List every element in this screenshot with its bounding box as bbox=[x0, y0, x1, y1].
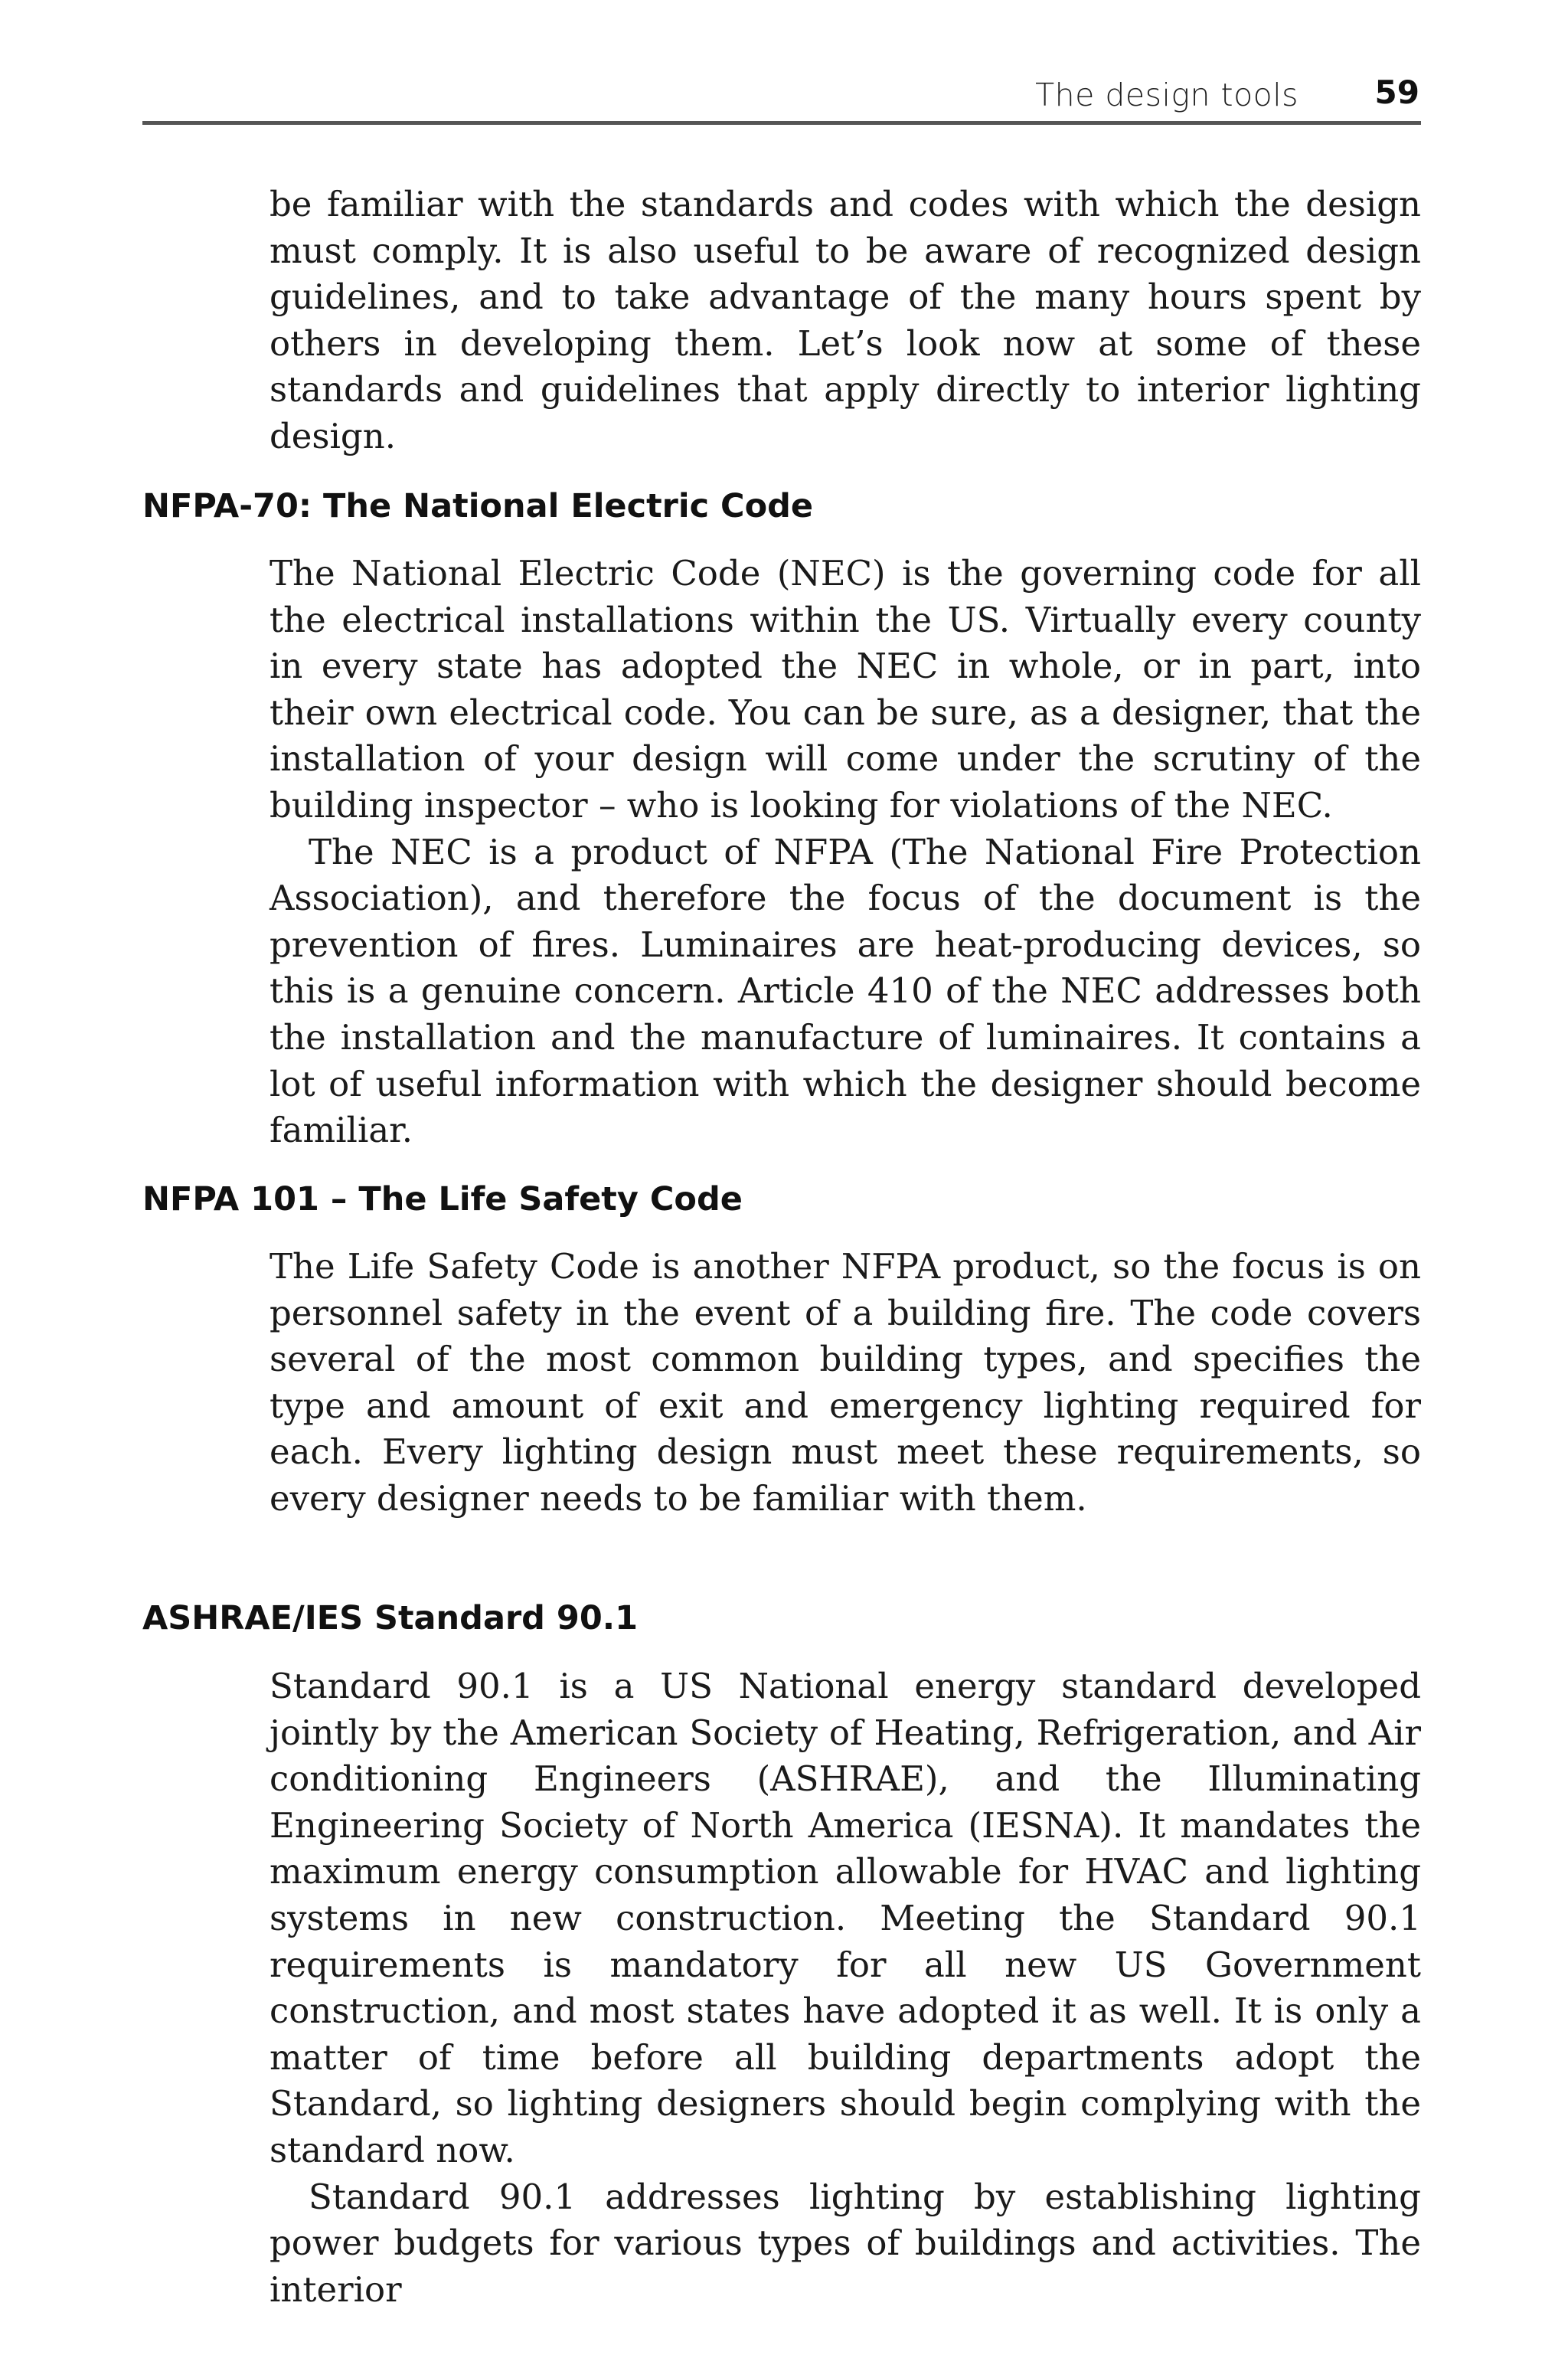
section-body-nfpa-70 bbox=[270, 551, 1421, 1154]
section-heading-nfpa-70: NFPA-70: The National Electric Code bbox=[142, 487, 814, 525]
section-paragraph: The Life Safety Code is another NFPA product, so the focus is on personnel safety in the event of a building fire. The code covers several of the most common building types, and specifies the type and amount of exit and emergency lighting required for each. Every lighting design must meet these requirements, so every designer needs to be familiar with them. bbox=[270, 1246, 1421, 1519]
section-paragraph: The NEC is a product of NFPA (The National Fire Protection Association), and therefore the focus of the document is the prevention of fires. Luminaires are heat-producing devices, so this is a genuine concern. Article 410 of the NEC addresses both the installation and the manufacture of luminaires. It contains a lot of useful information with which the designer should become familiar. bbox=[270, 831, 1421, 1151]
section-paragraph: Standard 90.1 addresses lighting by establishing lighting power budgets for various types of buildings and activities. The interior bbox=[270, 2176, 1421, 2310]
section-paragraph: Standard 90.1 is a US National energy standard developed jointly by the American Society of Heating, Refrigeration, and Air conditioning Engineers (ASHRAE), and the Illuminating Engineering Society of North America (IESNA). It mandates the maximum energy consumption allowable for HVAC and lighting systems in new construction. Meeting the Standard 90.1 requirements is mandatory for all new US Government construction, and most states have adopted it as well. It is only a matter of time before all building departments adopt the Standard, so lighting designers should begin complying with the standard now. bbox=[270, 1666, 1421, 2170]
section-heading-nfpa-101: NFPA 101 – The Life Safety Code bbox=[142, 1180, 743, 1218]
section-body-ashrae bbox=[270, 1663, 1421, 2313]
intro-paragraph: be familiar with the standards and codes with which the design must comply. It is also useful to be aware of recognized design guidelines, and to take advantage of the many hours spent by others in developing them. Let’s look now at some of these standards and guidelines that apply directly to interior lighting design. bbox=[270, 184, 1421, 456]
section-body-nfpa-101 bbox=[270, 1244, 1421, 1523]
section-paragraph: The National Electric Code (NEC) is the governing code for all the electrical installations within the US. Virtually every county in every state has adopted the NEC in whole, or in part, into their own electrical code. You can be sure, as a designer, that the installation of your design will come under the scrutiny of the building inspector – who is looking for violations of the NEC. bbox=[270, 553, 1421, 826]
intro-block bbox=[270, 182, 1421, 460]
running-title: The design tools bbox=[1035, 77, 1298, 113]
page-number: 59 bbox=[1374, 74, 1419, 111]
section-heading-ashrae: ASHRAE/IES Standard 90.1 bbox=[142, 1599, 639, 1637]
running-header bbox=[142, 74, 1421, 125]
